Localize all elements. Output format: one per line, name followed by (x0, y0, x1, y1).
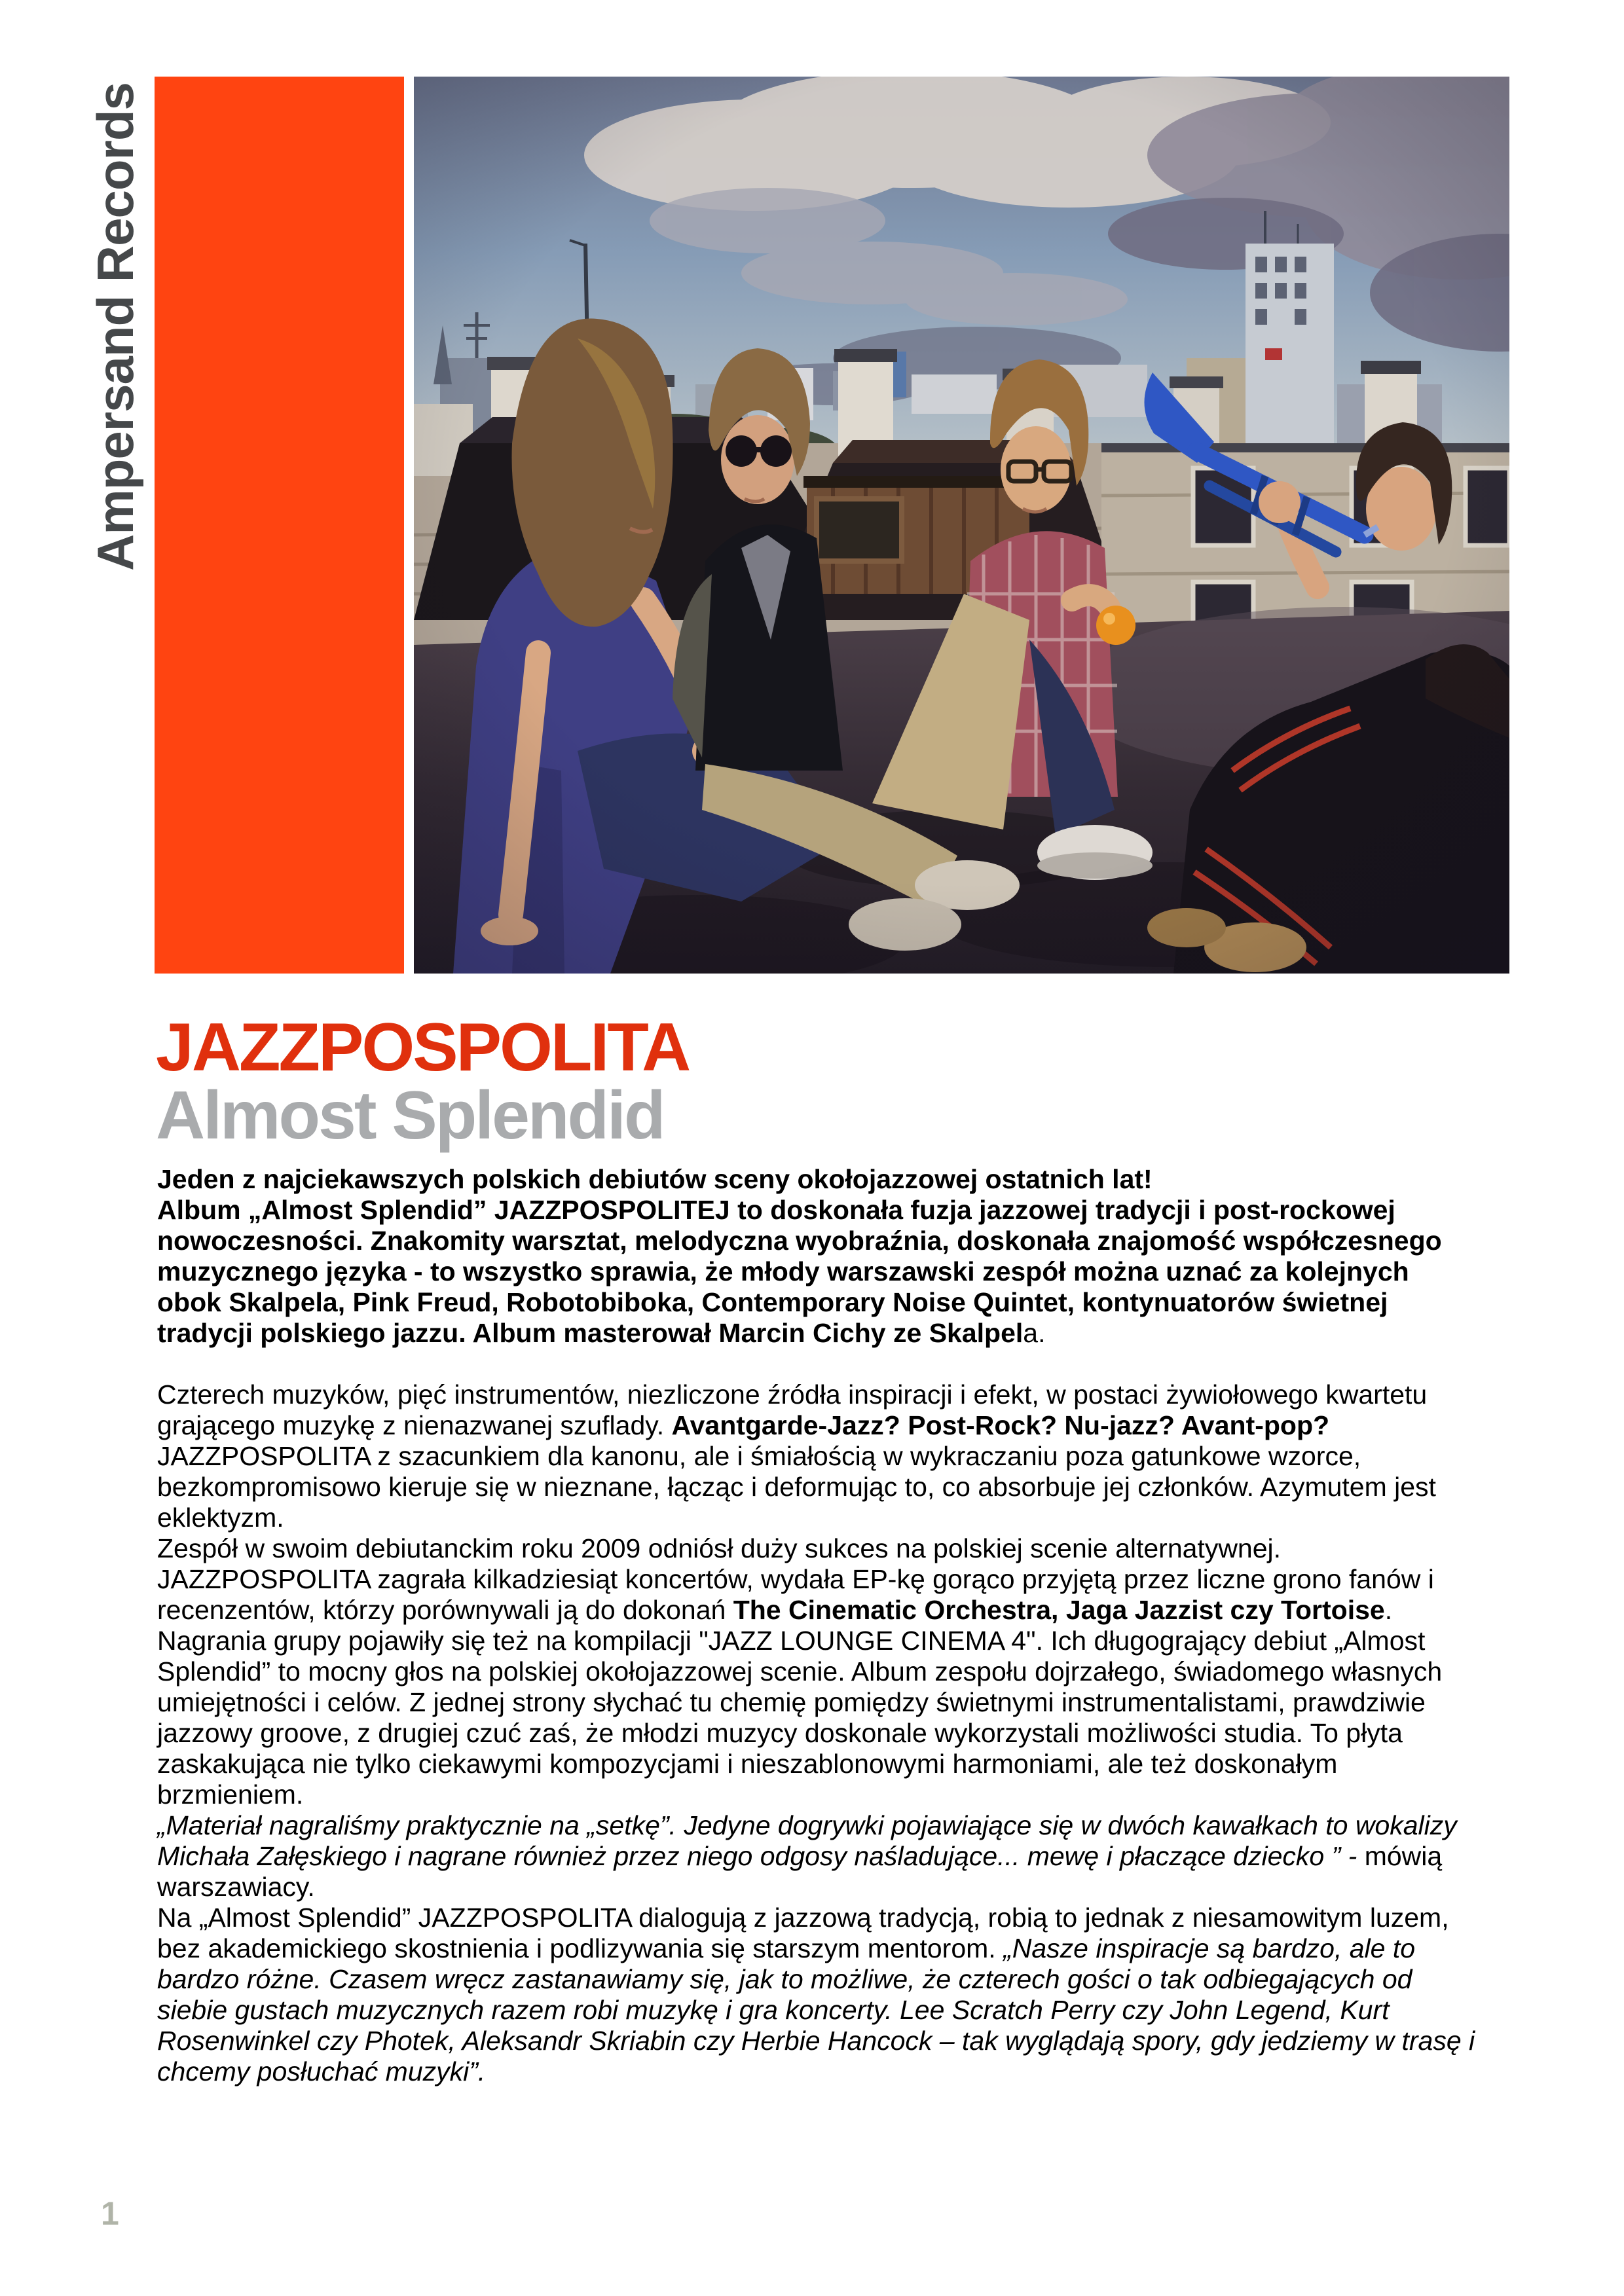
run-p1a: Czterech muzyków, pięć instrumentów, niezliczone źródła inspiracji i efekt, w postaci żywiołowego kwartetu grającego muzykę z nienazwanej szuflady. (157, 1379, 1428, 1440)
album-title-subtitle: Almost Splendid (156, 1078, 664, 1154)
intro-paragraph (157, 1164, 1480, 1349)
title-block (156, 1010, 690, 1154)
run-p2a: Zespół w swoim debiutanckim roku 2009 odniósł duży sukces na polskiej scenie alternatywnej. JAZZPOSPOLITA zagrała kilkadziesiąt koncertów, wydała EP-kę gorąco przyjętą przez liczne grono fanów i recenzentów, którzy porównywali ją do dokonań (157, 1533, 1434, 1625)
intro-tail: a. (1023, 1318, 1046, 1348)
band-photo-illustration (414, 77, 1509, 974)
run-p3b-attribution: mówią warszawiacy. (157, 1841, 1443, 1902)
run-p4b-quote: „Nasze inspiracje są bardzo, ale to bardzo różne. Czasem wręcz zastanawiamy się, jak to możliwe, że czterech gości o tak odbiegających od siebie gustach muzycznych razem robi muzykę i gra koncerty. Lee Scratch Perry czy John Legend, Kurt Rosenwinkel czy Photek, Aleksandr Skriabin czy Herbie Hancock – tak wyglądają spory, gdy jedziemy w trasę i chcemy posłuchać muzyki”. (157, 1933, 1475, 2086)
publisher-vertical-label: Ampersand Records (86, 82, 144, 571)
band-photo (414, 77, 1509, 974)
main-paragraph (157, 1379, 1480, 2087)
run-p1c: JAZZPOSPOLITA z szacunkiem dla kanonu, ale i śmiałością w wykraczaniu poza gatunkowe wzorce, bezkompromisowo kieruje się w nieznane, łącząc i deformując to, co absorbuje jej członków. Azymutem jest eklektyzm. (157, 1441, 1436, 1533)
run-p4a: Na „Almost Splendid” JAZZPOSPOLITA dialogują z jazzową tradycją, robią to jednak z niesamowitym luzem, bez akademickiego skostnienia i podlizywania się starszym mentorom. (157, 1903, 1449, 1963)
paragraph-gap (157, 1349, 1480, 1379)
run-p3a-quote: „Materiał nagraliśmy praktycznie na „setkę”. Jedyne dogrywki pojawiające się w dwóch kawałkach to wokalizy Michała Załęskiego i nagrane również przez niego odgosy naśladujące... mewę i płaczące dziecko ” - (157, 1810, 1457, 1871)
page-number: 1 (101, 2195, 119, 2232)
intro-rest: Album „Almost Splendid” JAZZPOSPOLITEJ to doskonała fuzja jazzowej tradycji i post-rockowej nowoczesności. Znakomity warsztat, melodyczna wyobraźnia, doskonała znajomość współczesnego muzycznego języka - to wszystko sprawia, że młody warszawski zespół można uznać za kolejnych obok Skalpela, Pink Freud, Robotobiboka, Contemporary Noise Quintet, kontynuatorów świetnej tradycji polskiego jazzu. Album masterował Marcin Cichy ze Skalpel (157, 1195, 1442, 1348)
press-release-body (157, 1164, 1480, 2087)
intro-line-1: Jeden z najciekawszych polskich debiutów sceny okołojazzowej ostatnich lat! (157, 1164, 1153, 1194)
band-name-title: JAZZPOSPOLITA (156, 1010, 690, 1085)
run-p1b-genres: Avantgarde-Jazz? Post-Rock? Nu-jazz? Avant-pop? (671, 1410, 1330, 1440)
run-p2b-references: The Cinematic Orchestra, Jaga Jazzist czy Tortoise (733, 1595, 1385, 1625)
run-p2c: . Nagrania grupy pojawiły się też na kompilacji "JAZZ LOUNGE CINEMA 4". Ich długogrający debiut „Almost Splendid” to mocny głos na polskiej okołojazzowej scenie. Album zespołu dojrzałego, świadomego własnych umiejętności i celów. Z jednej strony słychać tu chemię pomiędzy świetnymi instrumentalistami, prawdziwie jazzowy groove, z drugiej czuć zaś, że młodzi muzycy doskonale wykorzystali możliwości studia. To płyta zaskakująca nie tylko ciekawymi kompozycjami i nieszablonowymi harmoniami, ale też doskonałym brzmieniem. (157, 1595, 1443, 1810)
accent-bar (155, 77, 404, 974)
